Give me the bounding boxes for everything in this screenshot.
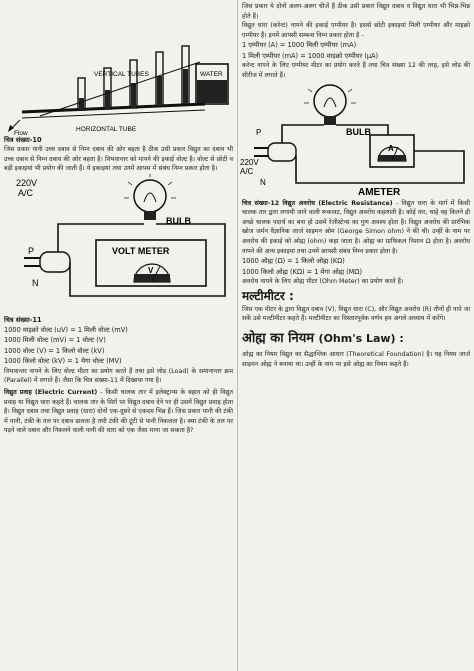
paragraph-ampere: विद्युत धारा (करेन्ट) नापने की इकाई एम्पीयर है। इससे छोटी इकाइयां मिली एम्पीयर और माइक्रो एम्पीयर हैं। इनमें आपसी सम्बन्ध निम्न प्रकार होता है - — [242, 22, 470, 39]
ohm-units-list — [238, 256, 474, 277]
figure-11 — [0, 174, 237, 316]
bulb-label: BULB — [166, 215, 191, 226]
tubes-diagram — [0, 0, 237, 136]
figure-10 — [0, 0, 237, 136]
current-text: - किसी चालक तार में इलेक्ट्रान्स के बहाव को ही विद्युत प्रवाह या विद्युत धारा कहते हैं। चालक तार के सिरों पर विद्युत दबाव देने पर ही उसमें विद्युत प्रवाह होता है। विद्युत दबाव तथा विद्युत प्रवाह (धारा) दोनों एक-दूसरे से एकदम भिन्न हैं। जिस प्रकार पानी की टंकी में पानी, टंकी के तल पर दबाव डालता है तथी टंकी की टूंटी से पानी निकलता है। क्या टंकी के तल पर पड़ने वाले दबाव और निकलने वाली पानी की धारा को एक जैसा माना जा सकता है? — [4, 388, 233, 435]
resistance-heading: विद्युत अवरोध (Electric Resistance) — [282, 199, 393, 207]
ohm-unit-row: 1000 किलो ओह्म (KΩ) = 1 मेगा ओह्म (MΩ) — [242, 267, 363, 276]
voltage-unit-row: 1000 माइक्रो वोल्ट (uV) = 1 मिली वोल्ट (mV) — [4, 325, 128, 334]
voltmeter-symbol: V — [148, 265, 154, 275]
voltage-unit-row: 1000 वोल्ट (V) = 1 किलो वोल्ट (kV) — [4, 346, 105, 355]
voltage-units-list — [0, 325, 237, 367]
neutral-label: N — [32, 277, 39, 288]
voltage-unit-row: 1000 किलो वोल्ट (kV) = 1 मेगा वोल्ट (MV) — [4, 357, 122, 366]
paragraph-pressure: जिस प्रकार पानी उच्च दबाव से निम्न दबाव की ओर बहता है ठीक उसी प्रकार विद्युत का दबाव भी उच्च दबाव से निम्न दबाव की ओर बहता है। विभवान्तर को मापने की इकाई वोल्ट है। वोल्ट से छोटी व बड़ी इकाइयां भी प्रयोग की जाती हैं। ये इकाइयां तथा उनमें आपस में संबंध निम्न प्रकार होता है। — [4, 146, 233, 173]
figure-12-caption: चित्र संख्या-12 — [242, 199, 280, 207]
voltmeter-circuit — [0, 174, 237, 316]
paragraph-current — [4, 388, 233, 436]
ohms-law-heading-hindi: ओह्म का नियम — [242, 330, 315, 346]
current-heading: विद्युत प्रवाह (Electric Current) — [4, 388, 98, 396]
bulb-icon — [304, 85, 356, 125]
voltage-label: 220V — [240, 157, 259, 167]
ohms-law-heading — [242, 328, 470, 346]
voltmeter-label: VOLT METER — [112, 245, 170, 256]
ac-label: A/C — [18, 187, 34, 198]
ammeter-circuit — [238, 81, 474, 199]
horizontal-tube-label: HORIZONTAL TUBE — [76, 126, 137, 133]
voltage-label: 220V — [16, 177, 38, 188]
phase-label: P — [28, 245, 35, 256]
paragraph-ohms-law: ओह्म का नियम विद्युत का सैद्धान्तिक आधार (Theoretical Foundation) है। यह नियम जार्ज साइमन ओह्म ने बनाया था। उन्हीं के नाम पर इसे ओह्म का नियम कहते हैं। — [242, 350, 470, 368]
water-label: WATER — [200, 71, 223, 78]
paragraph-resistance — [242, 199, 470, 257]
figure-12 — [238, 81, 474, 199]
resistance-text: - विद्युत धारा के मार्ग में किसी चालक तार द्वारा लगायी जाने वाली रूकावट, विद्युत अवरोध कहलाती है। कोई तार, चाहे वह कितने ही अच्छे चालक पदार्थ का बना हो उसमें रेजीस्टेन्स का गुण अवश्य होता है। विद्युत अवरोध की प्रारंभिक खोज जर्मन वैज्ञानिक जार्ज साइमन ओम (George Simon ohm) ने की थी। उन्हीं के नाम पर अवरोध की इकाई को ओह्म (ohm) कहा जाता है। ओह्म का ग्राफिकल निशान Ω होता है। अवरोध नापने की अन्य इकाइयां तथा उनमें आपसी संबंध निम्न प्रकार होता है। — [242, 199, 470, 255]
plug-icon — [254, 143, 296, 161]
neutral-label: N — [260, 177, 266, 187]
phase-label: P — [256, 127, 262, 137]
ampere-units-list — [238, 40, 474, 61]
ammeter-symbol: A — [388, 143, 394, 153]
paragraph-difference: जिस प्रकार ये दोनों अलग-अलग चीजें हैं ठीक उसी प्रकार विद्युत दबाव व विद्युत धारा भी भिन्न-भिन्न होते हैं। — [242, 3, 470, 20]
bulb-label: BULB — [346, 126, 371, 137]
paragraph-ohmmeter: अवरोध नापने के लिए ओह्म मीटर (Ohm Meter) का प्रयोग करते हैं। — [242, 278, 404, 286]
ohms-law-heading-english: (Ohm's Law) : — [318, 331, 404, 345]
figure-11-caption: चित्र संख्या-11 — [4, 315, 42, 324]
bulb-icon — [124, 174, 176, 220]
paragraph-voltmeter: विभवान्तर नापने के लिए वोल्ट मीटर का प्रयोग करते हैं तथा इसे लोड (Load) के समानान्तर क्रम (Parallel) में लगाते हैं। जैसा कि चित्र संख्या-11 में दिखाया गया है। — [4, 367, 233, 385]
vertical-tubes-label: VERTICAL TUBES — [94, 71, 149, 78]
voltage-unit-row: 1000 मिली वोल्ट (mV) = 1 वोल्ट (V) — [4, 336, 106, 345]
ampere-unit-row: 1 एम्पीयर (A) = 1000 मिली एम्पीयर (mA) — [242, 41, 357, 50]
paragraph-ammeter: करेन्ट नापने के लिए एम्पीयर मीटर का प्रयोग करते हैं तथा चित्र संख्या 12 की तरह, इसे लोड की सीरीज में लगाते हैं। — [242, 62, 470, 79]
ampere-unit-row: 1 मिली एम्पीयर (mA) = 1000 माइक्रो एम्पीयर (μA) — [242, 51, 379, 60]
right-column — [238, 0, 474, 671]
multimeter-heading: मल्टीमीटर : — [242, 288, 294, 303]
paragraph-multimeter: जिस एक मीटर के द्वारा विद्युत दबाव (V), विद्युत धारा (C), और विद्युत अवरोध (R) तीनों ही नापे जा सकें उसे मल्टीमीटर कहते हैं। मल्टीमीटर का विस्तारपूर्वक वर्णन हम अगले अध्याय में करेंगे। — [242, 305, 470, 323]
ac-label: A/C — [240, 166, 254, 176]
flow-label: Flow — [14, 130, 28, 136]
ohm-unit-row: 1000 ओह्म (Ω) = 1 किलो ओह्म (KΩ) — [242, 257, 345, 266]
figure-10-caption: चित्र संख्या-10 — [4, 136, 42, 144]
ammeter-label: AMETER — [358, 186, 401, 198]
